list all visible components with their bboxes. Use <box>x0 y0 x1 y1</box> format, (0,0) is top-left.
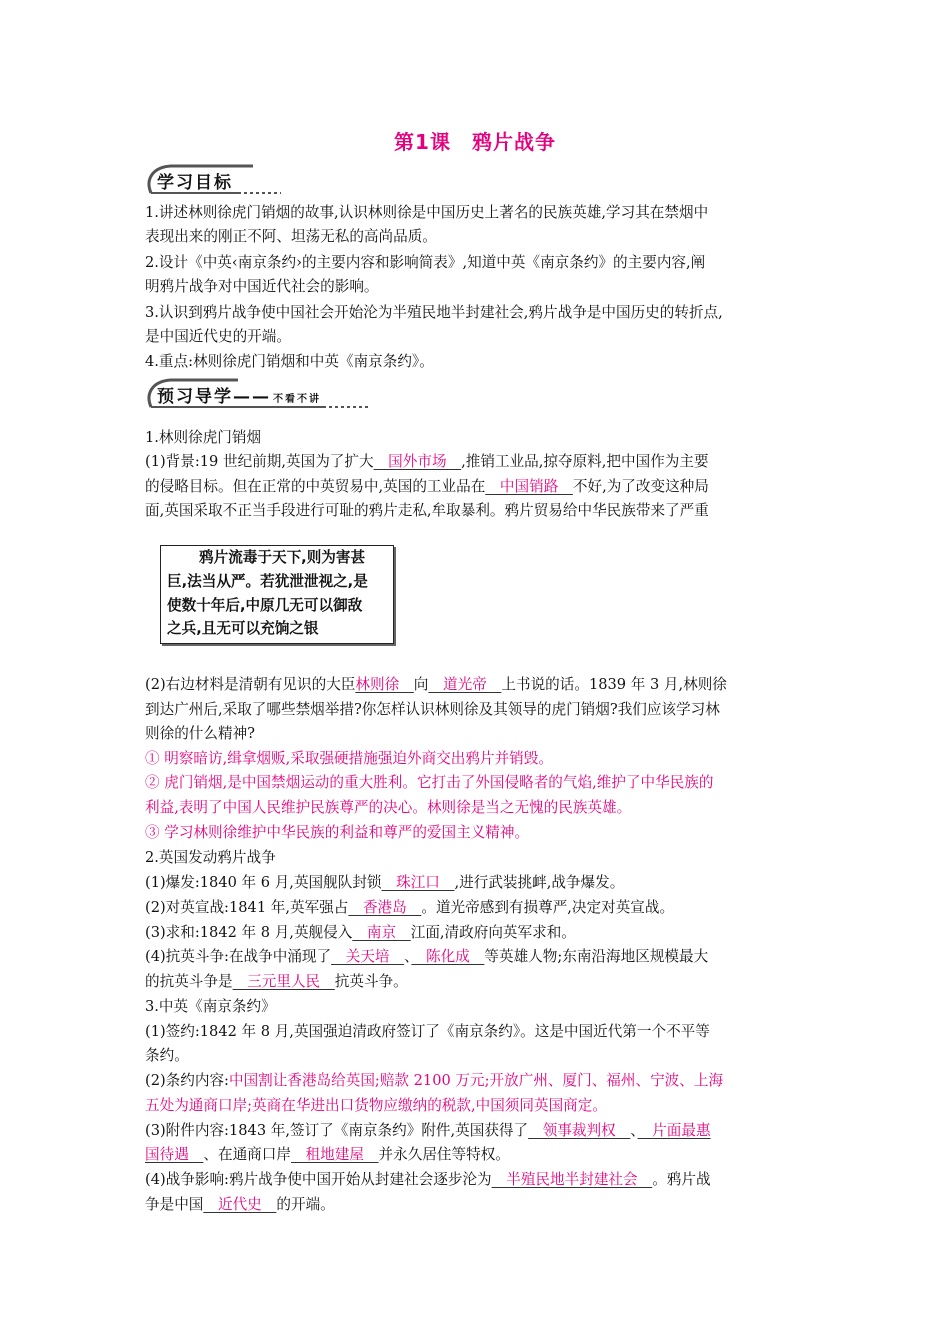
text: 不好,为了改变这种局 <box>572 478 709 495</box>
text-line: 条约。 <box>145 1047 189 1064</box>
answer-blank: 南京 <box>352 924 411 941</box>
goal-line: 2.设计《中英‹南京条约›的主要内容和影响简表》,知道中英《南京条约》的主要内容,阐 <box>145 254 706 271</box>
answer-line: 利益,表明了中国人民维护民族尊严的决心。林则徐是当之无愧的民族英雄。 <box>145 799 632 816</box>
text: 、在通商口岸 <box>203 1146 291 1163</box>
quote-line: 之兵,且无可以充饷之银 <box>167 620 319 637</box>
text-line <box>145 1145 510 1165</box>
text: (1)爆发:1840 年 6 月,英国舰队封锁 <box>145 874 382 891</box>
text: 等英雄人物;东南沿海地区规模最大 <box>484 948 709 965</box>
answer-line: 五处为通商口岸;英商在华进出口货物应缴纳的税款,中国须同英国商定。 <box>145 1097 607 1114</box>
answer-blank: 香港岛 <box>348 899 422 916</box>
section-heading: 2.英国发动鸦片战争 <box>145 849 276 866</box>
text: 的侵略目标。但在正常的中英贸易中,英国的工业品在 <box>145 478 486 495</box>
answer-line: ③ 学习林则徐维护中华民族的利益和尊严的爱国主义精神。 <box>145 824 530 841</box>
answer-blank: 陈化成 <box>411 948 485 965</box>
text: (2)条约内容: <box>145 1072 229 1089</box>
text-line: 面,英国采取不正当手段进行可耻的鸦片走私,牟取暴利。鸦片贸易给中华民族带来了严重 <box>145 502 709 519</box>
text: 、 <box>630 1122 638 1139</box>
text: 抗英斗争。 <box>334 973 408 990</box>
text: ,进行武装挑衅,战争爆发。 <box>454 874 625 891</box>
text: 。道光帝感到有损尊严,决定对英宣战。 <box>421 899 675 916</box>
goal-line: 明鸦片战争对中国近代社会的影响。 <box>145 278 379 295</box>
answer-blank: 关天培 <box>331 948 405 965</box>
section-banner-preview <box>143 377 373 411</box>
text: (2)右边材料是清朝有见识的大臣 <box>145 676 356 693</box>
goal-line: 是中国近代史的开端。 <box>145 328 291 345</box>
answer-blank: 三元里人民 <box>232 973 335 990</box>
section-banner-goals <box>143 163 283 197</box>
answer-blank: 珠江口 <box>381 874 455 891</box>
text-line: 到达广州后,采取了哪些禁烟举措?你怎样认识林则徐及其领导的虎门销烟?我们应该学习林 <box>145 701 720 718</box>
text-line <box>145 873 624 893</box>
goal-line: 1.讲述林则徐虎门销烟的故事,认识林则徐是中国历史上著名的民族英雄,学习其在禁烟中 <box>145 204 709 221</box>
text-line <box>145 1121 711 1141</box>
page-title: 第1课 鸦片战争 <box>394 130 556 154</box>
text-line <box>145 923 576 943</box>
answer-line: ① 明察暗访,缉拿烟贩,采取强硬措施强迫外商交出鸦片并销毁。 <box>145 750 553 767</box>
answer-text: 中国割让香港岛给英国;赔款 2100 万元;开放广州、厦门、福州、宁波、上海 <box>228 1072 724 1089</box>
section-heading: 3.中英《南京条约》 <box>145 998 276 1015</box>
answer-blank: 半殖民地半封建社会 <box>491 1171 653 1188</box>
answer-blank: 国外市场 <box>373 453 462 470</box>
banner-goals-label: 学习目标 <box>157 173 233 193</box>
answer-line: ② 虎门销烟,是中国禁烟运动的重大胜利。它打击了外国侵略者的气焰,维护了中华民族的 <box>145 774 714 791</box>
quote-line: 巨,法当从严。若犹泄泄视之,是 <box>167 573 368 590</box>
quote-line: 使数十年后,中原几无可以御敌 <box>167 597 363 614</box>
goal-line: 3.认识到鸦片战争使中国社会开始沦为半殖民地半封建社会,鸦片战争是中国历史的转折点, <box>145 304 723 321</box>
text: ,推销工业品,掠夺原料,把中国作为主要 <box>461 453 709 470</box>
text: (1)背景:19 世纪前期,英国为了扩大 <box>145 453 374 470</box>
goal-line: 4.重点:林则徐虎门销烟和中英《南京条约》。 <box>145 353 434 370</box>
answer-blank: 近代史 <box>203 1196 277 1213</box>
banner-preview-sub: 不看不讲 <box>273 394 321 405</box>
answer-blank: 租地建屋 <box>290 1146 379 1163</box>
text: 、 <box>404 948 412 965</box>
quote-line: 鸦片流毒于天下,则为害甚 <box>199 549 366 566</box>
text: 。鸦片战 <box>652 1171 711 1188</box>
banner-preview-text: 预习导学—— <box>157 387 271 407</box>
text-line <box>145 947 708 967</box>
text-line <box>145 1170 711 1190</box>
text: (4)战争影响:鸦片战争使中国开始从封建社会逐步沦为 <box>145 1171 492 1188</box>
text-line <box>145 675 727 695</box>
quote-box <box>160 545 394 644</box>
answer-blank: 道光帝 <box>428 676 502 693</box>
text: 江面,清政府向英军求和。 <box>410 924 576 941</box>
text: 的开端。 <box>276 1196 335 1213</box>
text: 争是中国 <box>145 1196 204 1213</box>
text-line: (1)签约:1842 年 8 月,英国强迫清政府签订了《南京条约》。这是中国近代第一个不平等 <box>145 1023 710 1040</box>
text: (2)对英宣战:1841 年,英军强占 <box>145 899 349 916</box>
answer-blank: 国待遇 <box>145 1146 204 1163</box>
answer-blank: 中国销路 <box>485 478 573 495</box>
text: 向 <box>413 676 429 693</box>
text: (3)附件内容:1843 年,签订了《南京条约》附件,英国获得了 <box>145 1122 529 1139</box>
text-line <box>145 972 408 992</box>
text: (3)求和:1842 年 8 月,英舰侵入 <box>145 924 353 941</box>
text: (4)抗英斗争:在战争中涌现了 <box>145 948 332 965</box>
answer-blank: 林则徐 <box>355 676 414 693</box>
text-line <box>145 1071 723 1091</box>
answer-blank: 领事裁判权 <box>528 1122 631 1139</box>
banner-preview-label <box>157 382 321 407</box>
answer-blank: 片面最惠 <box>637 1122 711 1139</box>
section-heading: 1.林则徐虎门销烟 <box>145 429 262 446</box>
text-line <box>145 477 709 497</box>
text-line <box>145 452 709 472</box>
text: 并永久居住等特权。 <box>378 1146 510 1163</box>
goal-line: 表现出来的刚正不阿、坦荡无私的高尚品质。 <box>145 228 437 245</box>
text-line: 则徐的什么精神? <box>145 725 255 742</box>
text: 的抗英斗争是 <box>145 973 233 990</box>
text-line <box>145 1195 335 1215</box>
text-line <box>145 898 674 918</box>
text: 上书说的话。1839 年 3 月,林则徐 <box>501 676 727 693</box>
